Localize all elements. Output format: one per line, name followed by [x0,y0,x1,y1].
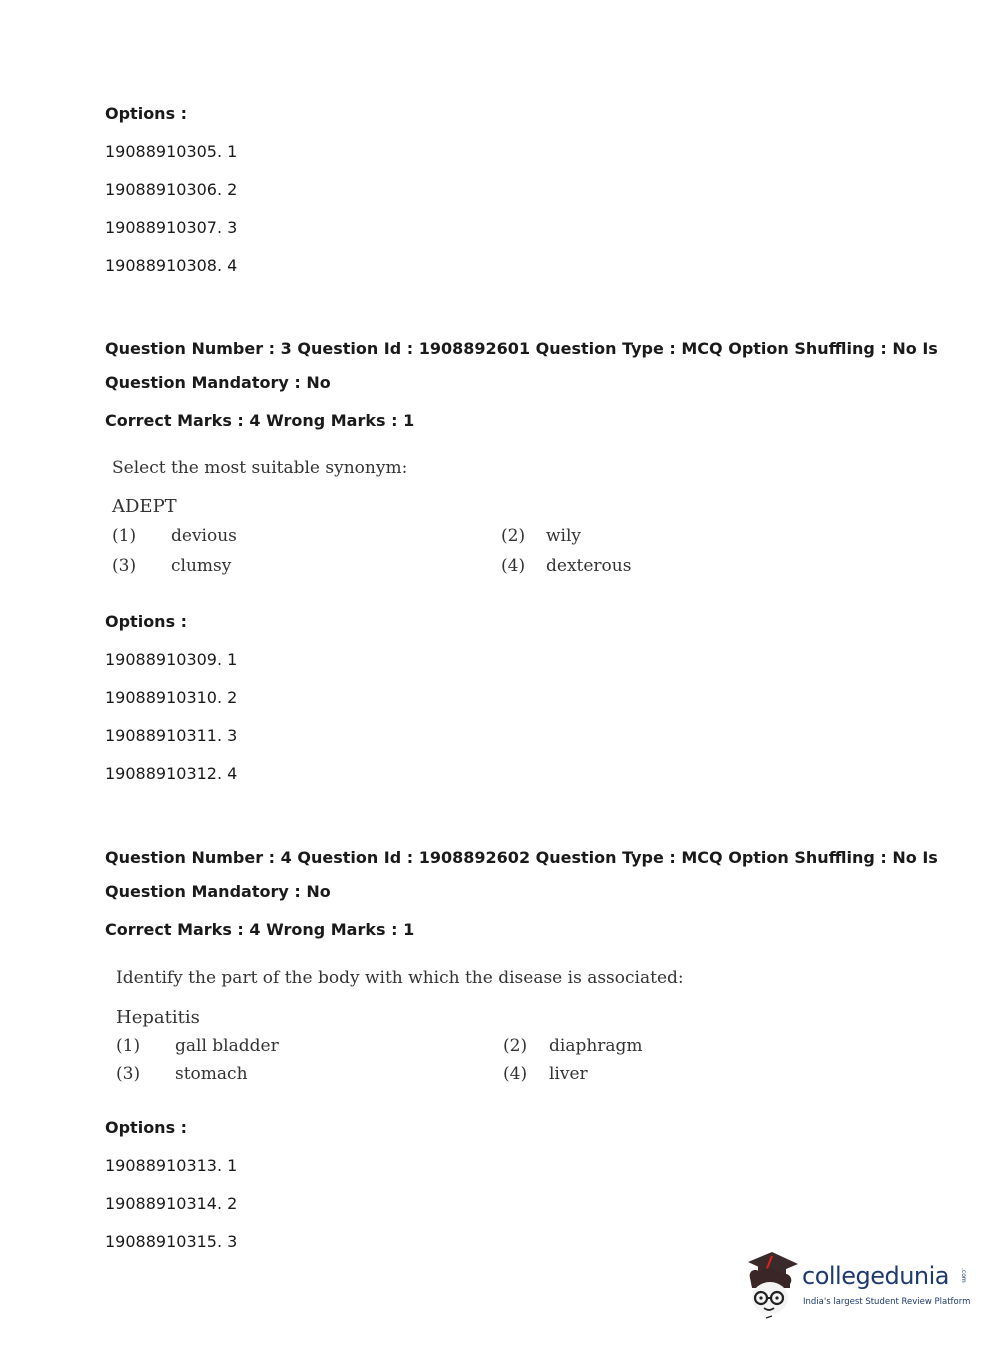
choice-text: gall bladder [175,1036,279,1056]
choice-number: (3) [116,1064,141,1084]
question-3-header: Question Number : 3 Question Id : 1908892601 Question Type : MCQ Option Shuffling : No Is [105,339,938,358]
choice-number: (1) [112,526,137,546]
choice-text: clumsy [171,556,232,576]
option-item: 19088910309. 1 [105,650,238,669]
mascot-icon [742,1248,802,1320]
choice-text: devious [171,526,237,546]
choice-number: (2) [503,1036,528,1056]
logo-com-suffix: .com [960,1268,967,1283]
logo-wordmark: collegedunia [802,1262,950,1290]
question-4-marks: Correct Marks : 4 Wrong Marks : 1 [105,920,415,939]
choice-number: (2) [501,526,526,546]
choice-text: stomach [175,1064,248,1084]
option-item: 19088910315. 3 [105,1232,238,1251]
question-4-mandatory: Question Mandatory : No [105,882,331,901]
option-item: 19088910305. 1 [105,142,238,161]
choice-text: dexterous [546,556,632,576]
logo-tagline: India's largest Student Review Platform [803,1297,971,1307]
option-item: 19088910307. 3 [105,218,238,237]
choice-text: wily [546,526,582,546]
question-3-mandatory: Question Mandatory : No [105,373,331,392]
option-item: 19088910306. 2 [105,180,238,199]
question-3-word: ADEPT [112,496,177,517]
option-item: 19088910314. 2 [105,1194,238,1213]
choice-number: (1) [116,1036,141,1056]
option-item: 19088910310. 2 [105,688,238,707]
option-item: 19088910312. 4 [105,764,238,783]
question-4-word: Hepatitis [116,1007,200,1028]
choice-number: (4) [503,1064,528,1084]
option-item: 19088910308. 4 [105,256,238,275]
choice-number: (4) [501,556,526,576]
option-item: 19088910313. 1 [105,1156,238,1175]
collegedunia-logo [742,1248,974,1320]
choice-text: diaphragm [549,1036,643,1056]
question-4-header: Question Number : 4 Question Id : 1908892602 Question Type : MCQ Option Shuffling : No Is [105,848,938,867]
question-3-prompt: Select the most suitable synonym: [112,458,408,478]
choice-text: liver [549,1064,588,1084]
options-label: Options : [105,612,188,631]
options-label: Options : [105,1118,188,1137]
option-item: 19088910311. 3 [105,726,238,745]
choice-number: (3) [112,556,137,576]
question-4-prompt: Identify the part of the body with which the disease is associated: [116,968,684,988]
options-label: Options : [105,104,188,123]
question-3-marks: Correct Marks : 4 Wrong Marks : 1 [105,411,415,430]
